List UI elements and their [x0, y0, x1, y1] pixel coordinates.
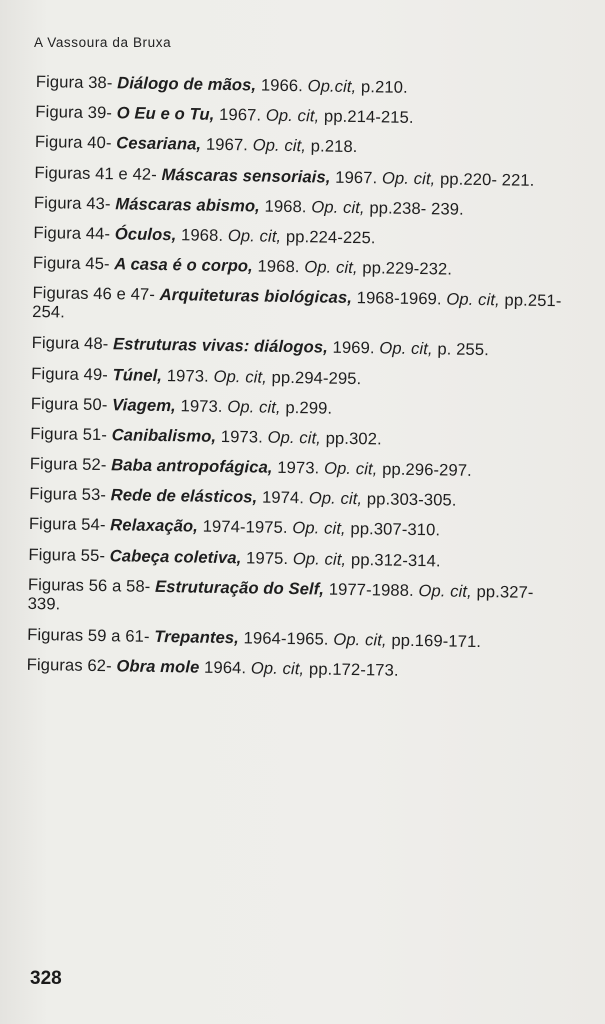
artwork-title: Túnel, [112, 364, 163, 385]
artwork-year: 1974-1975. [202, 517, 288, 538]
artwork-year: 1967. [218, 105, 262, 125]
figure-label: Figura 38- [35, 72, 113, 93]
citation-pages: pp.327-339. [27, 581, 534, 614]
figure-label: Figuras 62- [26, 654, 112, 676]
artwork-title: Trepantes, [154, 626, 240, 648]
figure-label: Figura 53- [29, 484, 107, 505]
figure-label: Figura 39- [35, 102, 113, 123]
citation-ref: Op. cit, [252, 135, 307, 156]
artwork-title: Arquiteturas biológicas, [159, 285, 353, 308]
figure-entry [30, 454, 560, 481]
artwork-year: 1967. [205, 135, 249, 155]
artwork-title: Óculos, [114, 224, 177, 245]
figure-label: Figura 45- [32, 253, 110, 274]
artwork-year: 1973. [277, 457, 320, 478]
citation-pages: pp.251-254. [32, 290, 562, 322]
citation-ref: Op. cit, [418, 580, 472, 601]
figure-label: Figura 40- [34, 132, 112, 153]
citation-ref: Op. cit, [250, 658, 305, 679]
figure-entry [32, 333, 562, 360]
figure-entry [29, 484, 559, 511]
figure-label: Figura 43- [33, 192, 111, 213]
figure-entry [28, 575, 559, 621]
citation-pages: pp.294-295. [271, 367, 362, 388]
figure-list [26, 72, 566, 693]
artwork-title: Canibalismo, [111, 425, 217, 446]
figure-entry [30, 424, 560, 451]
artwork-title: Rede de elásticos, [110, 485, 258, 507]
figure-entry [33, 223, 563, 250]
citation-pages: pp.296-297. [382, 459, 472, 480]
artwork-year: 1966. [260, 75, 304, 96]
citation-pages: pp.214-215. [323, 106, 414, 128]
artwork-title: Obra mole [116, 656, 200, 677]
citation-pages: p.210. [360, 77, 408, 97]
figure-entry [36, 72, 566, 99]
artwork-year: 1964. [203, 657, 247, 678]
artwork-year: 1973. [220, 426, 264, 447]
figure-entry [28, 545, 558, 572]
citation-pages: pp.307-310. [350, 519, 441, 540]
citation-pages: pp.169-171. [391, 630, 482, 651]
citation-ref: Op. cit, [333, 629, 387, 650]
citation-pages: p.218. [310, 136, 358, 157]
figure-label: Figura 51- [30, 423, 108, 445]
artwork-title: Diálogo de mãos, [117, 73, 257, 95]
artwork-year: 1975. [245, 547, 289, 568]
artwork-year: 1977-1988. [328, 579, 414, 600]
artwork-year: 1964-1965. [243, 628, 329, 649]
artwork-title: Estruturas vivas: diálogos, [112, 334, 329, 357]
figure-label: Figuras 59 a 61- [27, 624, 150, 646]
figure-entry [35, 102, 565, 129]
figure-label: Figura 49- [31, 363, 109, 384]
citation-ref: Op. cit, [265, 105, 320, 126]
figure-entry [31, 394, 561, 421]
figure-label: Figura 54- [28, 514, 106, 535]
citation-pages: pp.220- 221. [439, 168, 535, 190]
citation-ref: Op. cit, [381, 168, 436, 188]
citation-ref: Op.cit, [307, 76, 357, 97]
artwork-year: 1974. [261, 487, 305, 508]
artwork-year: 1967. [335, 167, 378, 187]
citation-ref: Op. cit, [227, 396, 281, 417]
artwork-title: O Eu e o Tu, [116, 103, 215, 124]
figure-entry [35, 132, 565, 159]
figure-label: Figura 55- [28, 544, 106, 565]
figure-label: Figura 44- [33, 222, 111, 244]
citation-pages: pp.302. [325, 428, 382, 449]
artwork-year: 1973. [180, 396, 223, 416]
citation-ref: Op. cit, [311, 197, 365, 217]
citation-pages: pp.224-225. [285, 226, 376, 248]
artwork-title: Máscaras sensoriais, [161, 164, 331, 187]
citation-ref: Op. cit, [267, 427, 322, 448]
artwork-year: 1968. [180, 225, 224, 245]
artwork-year: 1968. [257, 256, 300, 277]
citation-pages: p. 255. [437, 339, 490, 360]
artwork-title: Máscaras abismo, [115, 194, 261, 216]
figure-entry [32, 283, 563, 329]
citation-ref: Op. cit, [292, 518, 346, 539]
citation-ref: Op. cit, [227, 225, 282, 246]
figure-entry [31, 363, 561, 390]
citation-pages: pp.172-173. [308, 659, 399, 680]
citation-ref: Op. cit, [213, 366, 268, 387]
figure-label: Figuras 46 e 47- [32, 283, 156, 305]
figure-entry [34, 163, 564, 190]
figure-entry [33, 253, 563, 280]
citation-ref: Op. cit, [323, 458, 378, 479]
page-number: 328 [30, 968, 62, 989]
artwork-title: Baba antropofágica, [111, 455, 273, 477]
artwork-year: 1969. [332, 338, 375, 358]
artwork-title: Estruturação do Self, [154, 576, 325, 599]
artwork-title: A casa é o corpo, [114, 254, 253, 276]
figure-entry [29, 514, 559, 541]
figure-entry [27, 655, 557, 682]
artwork-year: 1968-1969. [356, 288, 442, 309]
figure-label: Figuras 56 a 58- [27, 574, 151, 596]
figure-label: Figuras 41 e 42- [34, 162, 157, 184]
citation-ref: Op. cit, [308, 488, 363, 509]
citation-ref: Op. cit, [379, 338, 433, 359]
running-head: A Vassoura da Bruxa [34, 35, 172, 50]
citation-pages: p.299. [285, 397, 333, 418]
artwork-title: Viagem, [111, 394, 177, 415]
citation-ref: Op. cit, [292, 548, 347, 569]
citation-pages: pp.229-232. [362, 258, 453, 279]
citation-ref: Op. cit, [304, 257, 358, 278]
citation-pages: pp.303-305. [366, 489, 457, 510]
artwork-title: Cesariana, [116, 133, 202, 154]
citation-pages: pp.238- 239. [369, 198, 464, 219]
figure-entry [27, 625, 557, 652]
figure-label: Figura 50- [30, 393, 108, 414]
figure-label: Figura 48- [31, 333, 109, 354]
citation-pages: pp.312-314. [350, 549, 441, 571]
artwork-title: Relaxação, [110, 515, 199, 537]
artwork-year: 1968. [264, 196, 307, 217]
artwork-year: 1973. [166, 365, 209, 386]
figure-entry [34, 193, 564, 220]
citation-ref: Op. cit, [446, 289, 500, 310]
figure-label: Figura 52- [29, 454, 107, 475]
artwork-title: Cabeça coletiva, [109, 545, 242, 567]
